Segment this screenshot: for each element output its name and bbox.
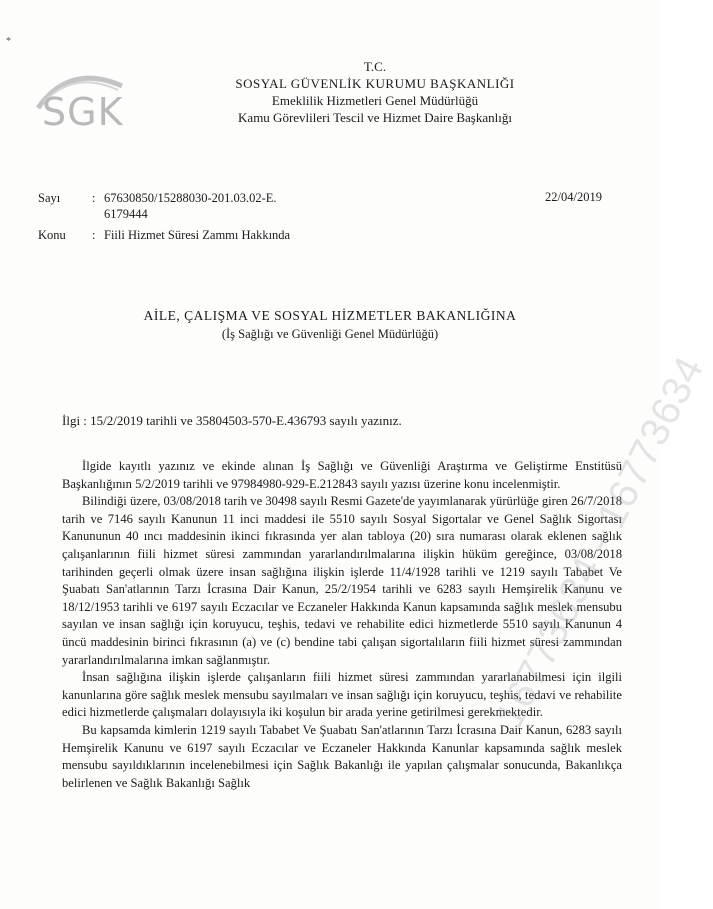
sayi-value-line1: 67630850/15288030-201.03.02-E. [104, 191, 277, 205]
sayi-colon: : [92, 191, 96, 205]
paragraph-2: Bilindiği üzere, 03/08/2018 tarih ve 30498 sayılı Resmi Gazete'de yayımlanarak yürürlüğe giren 26/7/2018 tarih ve 7146 sayılı Kanunun 11 inci maddesi ile 5510 sayılı Sosyal Sigortalar ve Genel Sağlık Sigortası Kanununun 40 ıncı maddesinin ikinci fıkrasında yer alan tabloya (20) sıra numarası olarak eklenen sağlık çalışanlarının fiili hizmet süresi zammından yararlandırılmalarına ilişkin hüküm gereğince, 03/08/2018 tarihinden geçerli olmak üzere insan sağlığına ilişkin işlerde 11/4/1928 tarihli ve 1219 sayılı Tababet Ve Şuabatı San'atlarının Tarzı İcrasına Dair Kanun, 25/2/1954 tarihli ve 6283 sayılı Hemşirelik Kanunu ve 18/12/1953 tarihli ve 6197 sayılı Eczacılar ve Eczaneler Hakkında Kanun kapsamında sağlık meslek mensubu sayılan ve insan sağlığı için koruyucu, teşhis, tedavi ve rehabilite edici hizmetlerde 5510 sayılı Kanunun 4 üncü maddesinin birinci fıkrasının (a) ve (c) bendine tabi çalışan sigortalıların fiili hizmet süresi zammından yararlandırılmalarına imkan sağlanmıştır. [62, 494, 622, 667]
addressee-name: AİLE, ÇALIŞMA VE SOSYAL HİZMETLER BAKANLIĞINA [143, 308, 517, 323]
sayi-row [38, 190, 438, 224]
addressee [120, 307, 540, 343]
sayi-label: Sayı [38, 191, 61, 205]
addressee-sub: (İş Sağlığı ve Güvenliği Genel Müdürlüğü) [221, 327, 439, 341]
konu-value: Fiili Hizmet Süresi Zammı Hakkında [104, 228, 291, 242]
letter-body [62, 458, 622, 792]
paragraph-4: Bu kapsamda kimlerin 1219 sayılı Tababet Ve Şuabatı San'atlarının Tarzı İcrasına Dair Kanun, 6283 sayılı Hemşirelik Kanunu ve 6197 sayılı Eczacılar ve Eczaneler Hakkında Kanunlar kapsamında sağlık meslek mensubu sayıldıklarının incelenebilmesi için Sağlık Bakanlığı ile yapılan çalışmalar sonucunda, Bakanlıkça belirlenen ve Sağlık Bakanlığı Sağlık [62, 722, 622, 790]
konu-label: Konu [38, 228, 66, 242]
logo-text: SGK [42, 90, 124, 134]
header-directorate: Emeklilik Hizmetleri Genel Müdürlüğü [271, 93, 479, 108]
letterhead [180, 58, 570, 126]
paragraph-1: İlgide kayıtlı yazınız ve ekinde alınan İş Sağlığı ve Güvenliği Araştırma ve Geliştirme Enstitüsü Başkanlığının 5/2/2019 tarihli ve 97984980-929-E.212843 sayılı yazısı üzerine konu incelenmiştir. [62, 459, 622, 491]
header-department: Kamu Görevlileri Tescil ve Hizmet Daire Başkanlığı [238, 110, 512, 125]
header-tc: T.C. [363, 59, 387, 74]
header-institution: SOSYAL GÜVENLİK KURUMU BAŞKANLIĞI [235, 76, 515, 91]
konu-colon: : [92, 228, 96, 242]
sgk-logo [30, 68, 130, 138]
konu-row [38, 227, 438, 245]
document-date: 22/04/2019 [545, 190, 602, 204]
document-watermark: 16773634 - 16773634 [487, 349, 713, 736]
sayi-value-line2: 6179444 [104, 207, 148, 221]
paragraph-3: İnsan sağlığına ilişkin işlerde çalışanların fiili hizmet süresi zammından yararlanabilmesi için ilgili kanunlarına göre sağlık meslek mensubu sayılmaları ve insan sağlığı için koruyucu, teşhis, tedavi ve rehabilite edici hizmetlerde çalışmaları dolayısıyla iki koşulun bir arada yerine getirilmesi gerekmektedir. [62, 670, 622, 720]
corner-mark: * [6, 36, 11, 47]
reference-line: İlgi : 15/2/2019 tarihli ve 35804503-570-E.436793 sayılı yazınız. [62, 413, 402, 428]
